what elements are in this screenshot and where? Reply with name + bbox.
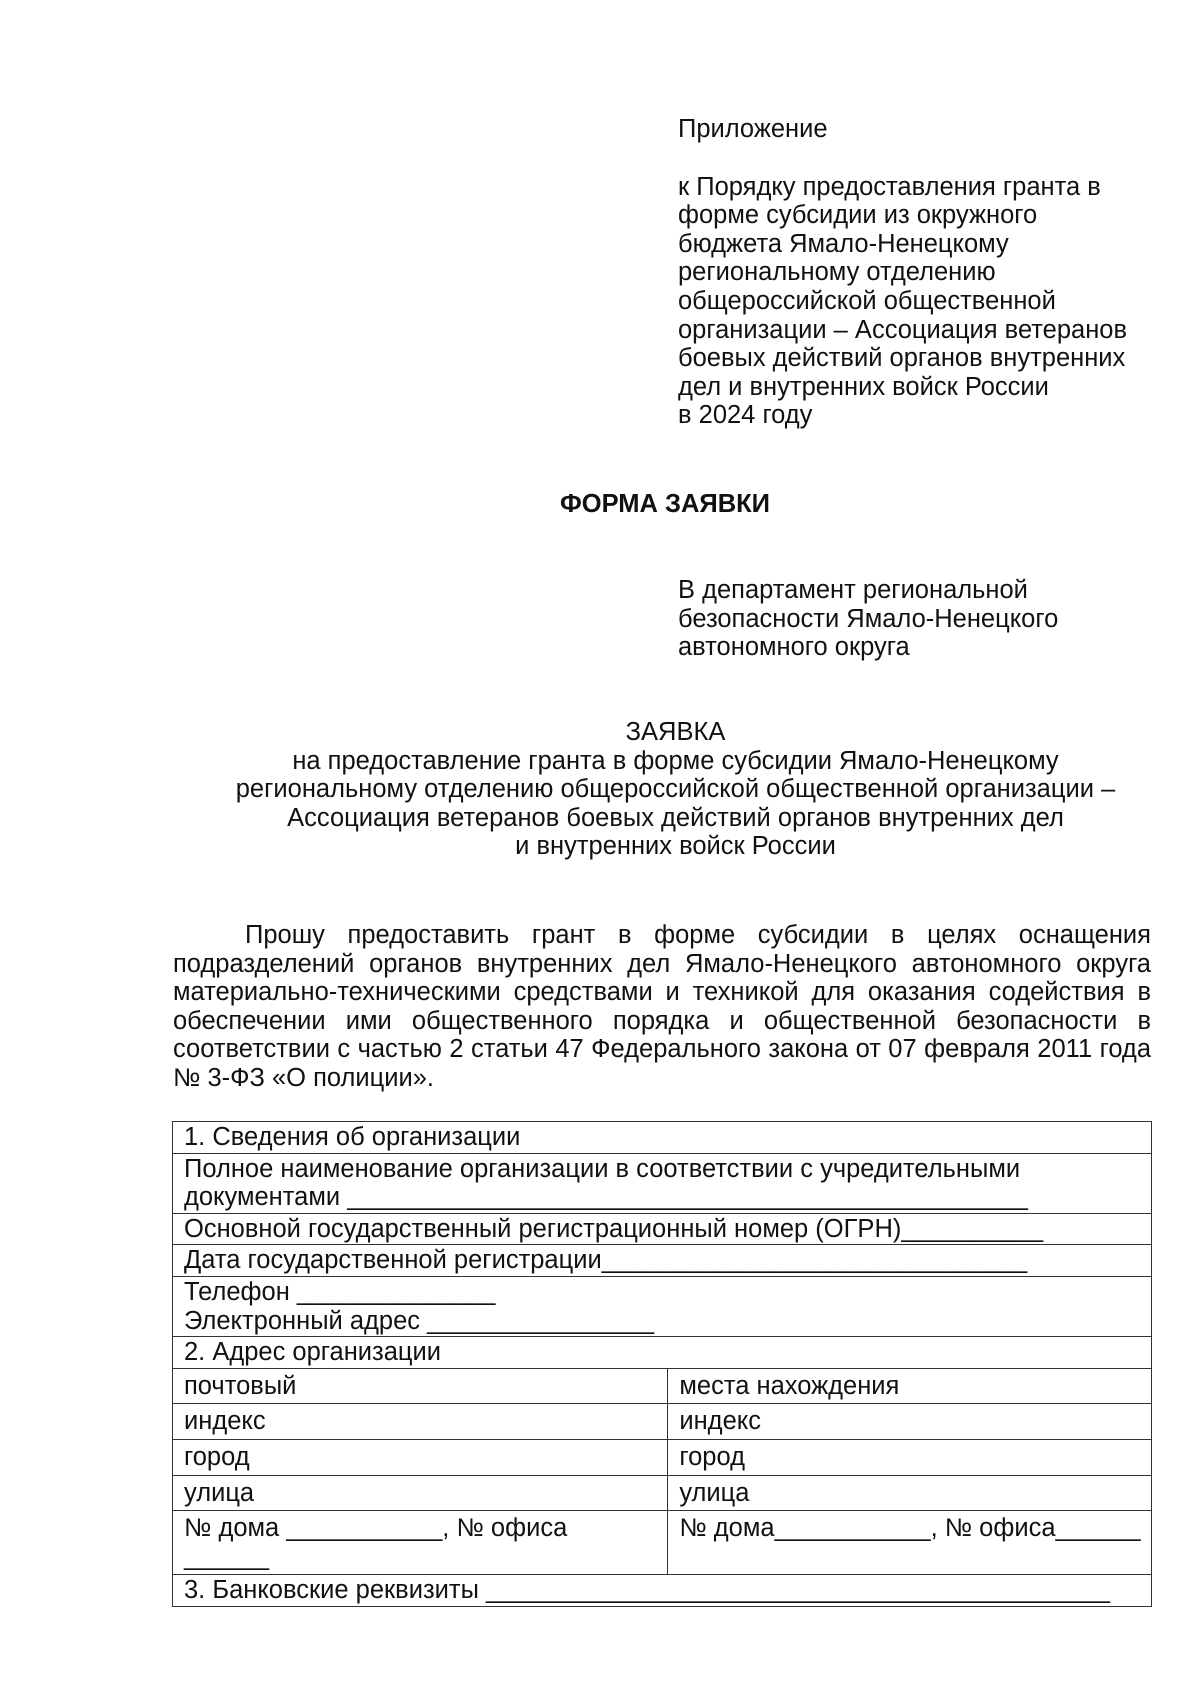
- addressee-line: автономного округа: [678, 633, 910, 662]
- application-subtitle-line: и внутренних войск России: [515, 832, 836, 861]
- section-org-info-heading: 1. Сведения об организации: [173, 1122, 1152, 1154]
- section-address-heading: 2. Адрес организации: [173, 1337, 1152, 1369]
- email-field[interactable]: Электронный адрес ________________: [184, 1306, 655, 1335]
- appendix-line: региональному отделению: [678, 258, 996, 287]
- appendix-line: организации – Ассоциация ветеранов: [678, 315, 1128, 344]
- application-form-table: [172, 1121, 1152, 1607]
- appendix-line: бюджета Ямало-Ненецкому: [678, 229, 1009, 258]
- addressee-line: В департамент региональной: [678, 576, 1028, 604]
- postal-index-field[interactable]: индекс: [173, 1404, 668, 1440]
- appendix-title: Приложение: [678, 115, 828, 143]
- appendix-line: в 2024 году: [678, 401, 813, 430]
- contacts-cell: [173, 1276, 1152, 1336]
- application-title: ЗАЯВКА: [625, 718, 726, 746]
- application-subtitle-line: региональному отделению общероссийской общественной организации –: [235, 775, 1116, 804]
- appendix-line: форме субсидии из окружного: [678, 201, 1038, 230]
- appendix-line: дел и внутренних войск России: [678, 372, 1049, 401]
- location-house-office-field[interactable]: № дома___________, № офиса______: [668, 1511, 1152, 1575]
- appendix-line: боевых действий органов внутренних: [678, 344, 1126, 373]
- phone-field[interactable]: Телефон ______________: [184, 1277, 496, 1306]
- full-name-field[interactable]: Полное наименование организации в соответствии с учредительными документами ________________________________________________: [173, 1153, 1152, 1213]
- location-address-header: места нахождения: [668, 1368, 1152, 1404]
- location-index-field[interactable]: индекс: [668, 1404, 1152, 1440]
- postal-house-office-field[interactable]: № дома ___________, № офиса ______: [173, 1511, 668, 1575]
- application-subtitle-line: Ассоциация ветеранов боевых действий органов внутренних дел: [287, 803, 1064, 832]
- form-title: ФОРМА ЗАЯВКИ: [559, 490, 771, 518]
- addressee-line: безопасности Ямало-Ненецкого: [678, 604, 1059, 633]
- addressee-block: [678, 576, 1148, 662]
- bank-details-field[interactable]: 3. Банковские реквизиты ____________________________________________: [173, 1575, 1152, 1607]
- appendix-line: к Порядку предоставления гранта в: [678, 172, 1101, 201]
- application-subtitle-line: на предоставление гранта в форме субсидии Ямало-Ненецкому: [292, 746, 1059, 775]
- postal-address-header: почтовый: [173, 1368, 668, 1404]
- appendix-line: общероссийской общественной: [678, 286, 1056, 315]
- location-street-field[interactable]: улица: [668, 1475, 1152, 1511]
- appendix-block: [678, 115, 1148, 430]
- application-heading: [173, 718, 1178, 861]
- registration-date-field[interactable]: Дата государственной регистрации______________________________: [173, 1245, 1152, 1277]
- ogrn-field[interactable]: Основной государственный регистрационный номер (ОГРН)__________: [173, 1213, 1152, 1245]
- location-city-field[interactable]: город: [668, 1439, 1152, 1475]
- postal-city-field[interactable]: город: [173, 1439, 668, 1475]
- request-paragraph: Прошу предоставить грант в форме субсидии в целях оснащения подразделений органов внутренних дел Ямало-Ненецкого автономного округа материально-техническими средствами и техникой для оказания содействия в обеспечении ими общественного порядка и общественной безопасности в соответствии с частью 2 статьи 47 Федерального закона от 07 февраля 2011 года № 3-ФЗ «О полиции».: [173, 921, 1151, 1092]
- postal-street-field[interactable]: улица: [173, 1475, 668, 1511]
